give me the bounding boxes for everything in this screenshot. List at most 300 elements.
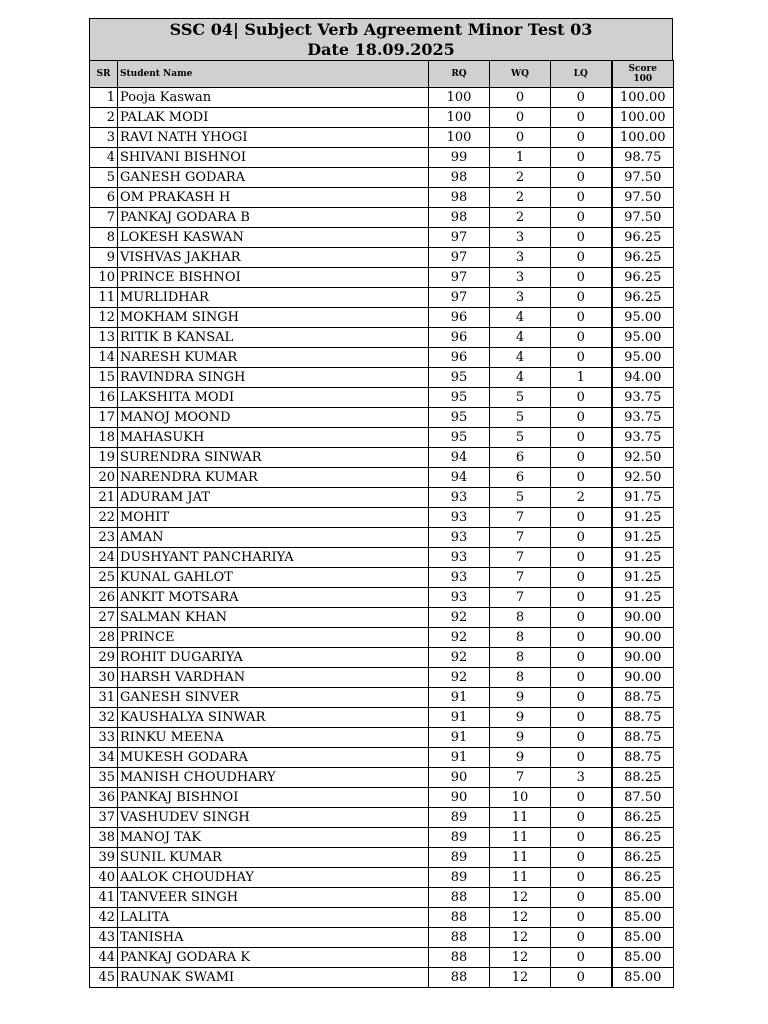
cell-sr: 43 — [90, 928, 118, 948]
cell-rq: 94 — [429, 448, 490, 468]
cell-wq: 12 — [490, 948, 551, 968]
cell-sr: 15 — [90, 368, 118, 388]
cell-score: 85.00 — [612, 908, 674, 928]
cell-student-name: OM PRAKASH H — [118, 188, 429, 208]
cell-sr: 17 — [90, 408, 118, 428]
table-row — [90, 388, 674, 408]
table-row — [90, 908, 674, 928]
cell-lq: 0 — [551, 728, 612, 748]
cell-sr: 11 — [90, 288, 118, 308]
cell-sr: 23 — [90, 528, 118, 548]
cell-score: 100.00 — [612, 108, 674, 128]
cell-student-name: RINKU MEENA — [118, 728, 429, 748]
cell-lq: 0 — [551, 228, 612, 248]
cell-score: 85.00 — [612, 928, 674, 948]
cell-score: 90.00 — [612, 668, 674, 688]
table-row — [90, 508, 674, 528]
cell-sr: 30 — [90, 668, 118, 688]
cell-student-name: SURENDRA SINWAR — [118, 448, 429, 468]
cell-lq: 0 — [551, 868, 612, 888]
table-row — [90, 888, 674, 908]
cell-wq: 11 — [490, 828, 551, 848]
cell-score: 85.00 — [612, 968, 674, 988]
cell-rq: 96 — [429, 308, 490, 328]
cell-sr: 31 — [90, 688, 118, 708]
cell-sr: 22 — [90, 508, 118, 528]
cell-student-name: HARSH VARDHAN — [118, 668, 429, 688]
cell-sr: 12 — [90, 308, 118, 328]
cell-sr: 26 — [90, 588, 118, 608]
cell-sr: 2 — [90, 108, 118, 128]
cell-score: 95.00 — [612, 348, 674, 368]
cell-sr: 42 — [90, 908, 118, 928]
cell-rq: 95 — [429, 368, 490, 388]
cell-student-name: TANVEER SINGH — [118, 888, 429, 908]
cell-rq: 97 — [429, 248, 490, 268]
cell-rq: 90 — [429, 788, 490, 808]
table-row — [90, 128, 674, 148]
table-row — [90, 488, 674, 508]
cell-student-name: AMAN — [118, 528, 429, 548]
cell-lq: 0 — [551, 788, 612, 808]
cell-score: 86.25 — [612, 808, 674, 828]
cell-student-name: RAVINDRA SINGH — [118, 368, 429, 388]
cell-wq: 7 — [490, 508, 551, 528]
cell-sr: 44 — [90, 948, 118, 968]
cell-sr: 45 — [90, 968, 118, 988]
cell-rq: 92 — [429, 648, 490, 668]
cell-lq: 0 — [551, 188, 612, 208]
cell-rq: 92 — [429, 628, 490, 648]
cell-sr: 14 — [90, 348, 118, 368]
cell-score: 96.25 — [612, 228, 674, 248]
cell-student-name: MANISH CHOUDHARY — [118, 768, 429, 788]
cell-wq: 7 — [490, 768, 551, 788]
cell-student-name: MOKHAM SINGH — [118, 308, 429, 328]
cell-score: 86.25 — [612, 848, 674, 868]
cell-rq: 93 — [429, 588, 490, 608]
table-row — [90, 608, 674, 628]
table-row — [90, 628, 674, 648]
table-row — [90, 368, 674, 388]
cell-student-name: LALITA — [118, 908, 429, 928]
cell-rq: 100 — [429, 88, 490, 108]
cell-rq: 93 — [429, 528, 490, 548]
cell-sr: 21 — [90, 488, 118, 508]
cell-sr: 6 — [90, 188, 118, 208]
cell-score: 97.50 — [612, 188, 674, 208]
cell-lq: 0 — [551, 208, 612, 228]
cell-student-name: PRINCE — [118, 628, 429, 648]
cell-lq: 0 — [551, 528, 612, 548]
cell-lq: 0 — [551, 408, 612, 428]
cell-rq: 88 — [429, 948, 490, 968]
cell-score: 92.50 — [612, 468, 674, 488]
cell-wq: 8 — [490, 668, 551, 688]
cell-score: 96.25 — [612, 248, 674, 268]
cell-wq: 7 — [490, 548, 551, 568]
cell-score: 86.25 — [612, 868, 674, 888]
cell-rq: 96 — [429, 348, 490, 368]
cell-student-name: RITIK B KANSAL — [118, 328, 429, 348]
cell-lq: 0 — [551, 268, 612, 288]
cell-wq: 5 — [490, 428, 551, 448]
cell-student-name: TANISHA — [118, 928, 429, 948]
cell-rq: 88 — [429, 908, 490, 928]
cell-sr: 20 — [90, 468, 118, 488]
cell-wq: 9 — [490, 748, 551, 768]
cell-wq: 4 — [490, 368, 551, 388]
cell-student-name: SHIVANI BISHNOI — [118, 148, 429, 168]
cell-sr: 16 — [90, 388, 118, 408]
cell-sr: 33 — [90, 728, 118, 748]
cell-lq: 0 — [551, 168, 612, 188]
cell-wq: 5 — [490, 408, 551, 428]
cell-student-name: GANESH SINVER — [118, 688, 429, 708]
cell-sr: 9 — [90, 248, 118, 268]
table-row — [90, 868, 674, 888]
cell-lq: 0 — [551, 908, 612, 928]
table-row — [90, 528, 674, 548]
cell-rq: 91 — [429, 748, 490, 768]
cell-sr: 5 — [90, 168, 118, 188]
cell-rq: 95 — [429, 388, 490, 408]
header-lq: LQ — [551, 61, 612, 88]
header-score — [612, 61, 674, 88]
cell-student-name: PRINCE BISHNOI — [118, 268, 429, 288]
cell-score: 85.00 — [612, 888, 674, 908]
table-row — [90, 748, 674, 768]
cell-score: 87.50 — [612, 788, 674, 808]
header-wq: WQ — [490, 61, 551, 88]
table-row — [90, 208, 674, 228]
cell-sr: 25 — [90, 568, 118, 588]
cell-student-name: LOKESH KASWAN — [118, 228, 429, 248]
cell-rq: 89 — [429, 848, 490, 868]
cell-lq: 2 — [551, 488, 612, 508]
cell-student-name: DUSHYANT PANCHARIYA — [118, 548, 429, 568]
cell-rq: 91 — [429, 708, 490, 728]
cell-rq: 97 — [429, 228, 490, 248]
cell-sr: 10 — [90, 268, 118, 288]
cell-student-name: AALOK CHOUDHAY — [118, 868, 429, 888]
cell-rq: 93 — [429, 488, 490, 508]
table-row — [90, 228, 674, 248]
cell-student-name: KUNAL GAHLOT — [118, 568, 429, 588]
cell-score: 96.25 — [612, 288, 674, 308]
test-title: SSC 04| Subject Verb Agreement Minor Test 03 — [169, 20, 593, 39]
table-row — [90, 948, 674, 968]
cell-wq: 10 — [490, 788, 551, 808]
table-row — [90, 588, 674, 608]
table-row — [90, 788, 674, 808]
cell-score: 86.25 — [612, 828, 674, 848]
cell-rq: 97 — [429, 268, 490, 288]
cell-score: 91.25 — [612, 568, 674, 588]
cell-score: 90.00 — [612, 628, 674, 648]
table-row — [90, 108, 674, 128]
cell-wq: 8 — [490, 628, 551, 648]
cell-sr: 3 — [90, 128, 118, 148]
cell-rq: 92 — [429, 668, 490, 688]
table-row — [90, 188, 674, 208]
cell-sr: 38 — [90, 828, 118, 848]
cell-lq: 0 — [551, 968, 612, 988]
table-row — [90, 348, 674, 368]
cell-lq: 0 — [551, 708, 612, 728]
cell-sr: 32 — [90, 708, 118, 728]
cell-score: 91.25 — [612, 588, 674, 608]
table-row — [90, 568, 674, 588]
cell-sr: 4 — [90, 148, 118, 168]
table-row — [90, 408, 674, 428]
cell-student-name: MAHASUKH — [118, 428, 429, 448]
table-row — [90, 328, 674, 348]
table-row — [90, 808, 674, 828]
cell-rq: 97 — [429, 288, 490, 308]
cell-wq: 4 — [490, 348, 551, 368]
cell-lq: 0 — [551, 288, 612, 308]
cell-sr: 41 — [90, 888, 118, 908]
cell-score: 85.00 — [612, 948, 674, 968]
cell-lq: 0 — [551, 848, 612, 868]
table-row — [90, 928, 674, 948]
table-row — [90, 828, 674, 848]
cell-score: 88.75 — [612, 728, 674, 748]
cell-wq: 9 — [490, 708, 551, 728]
cell-sr: 19 — [90, 448, 118, 468]
cell-score: 94.00 — [612, 368, 674, 388]
cell-sr: 37 — [90, 808, 118, 828]
table-row — [90, 688, 674, 708]
cell-lq: 0 — [551, 568, 612, 588]
table-row — [90, 548, 674, 568]
cell-score: 100.00 — [612, 88, 674, 108]
results-body — [90, 88, 674, 988]
cell-lq: 0 — [551, 128, 612, 148]
cell-score: 93.75 — [612, 408, 674, 428]
cell-student-name: NARESH KUMAR — [118, 348, 429, 368]
table-row — [90, 168, 674, 188]
cell-score: 93.75 — [612, 428, 674, 448]
cell-lq: 0 — [551, 148, 612, 168]
cell-sr: 24 — [90, 548, 118, 568]
cell-lq: 0 — [551, 828, 612, 848]
cell-wq: 11 — [490, 868, 551, 888]
cell-score: 88.75 — [612, 708, 674, 728]
cell-lq: 0 — [551, 948, 612, 968]
table-row — [90, 428, 674, 448]
cell-student-name: VISHVAS JAKHAR — [118, 248, 429, 268]
cell-lq: 0 — [551, 308, 612, 328]
cell-score: 90.00 — [612, 648, 674, 668]
cell-student-name: ROHIT DUGARIYA — [118, 648, 429, 668]
cell-score: 91.75 — [612, 488, 674, 508]
cell-sr: 1 — [90, 88, 118, 108]
cell-student-name: GANESH GODARA — [118, 168, 429, 188]
cell-student-name: ADURAM JAT — [118, 488, 429, 508]
cell-student-name: RAUNAK SWAMI — [118, 968, 429, 988]
cell-score: 95.00 — [612, 308, 674, 328]
cell-score: 96.25 — [612, 268, 674, 288]
cell-wq: 1 — [490, 148, 551, 168]
cell-score: 88.75 — [612, 688, 674, 708]
cell-wq: 9 — [490, 728, 551, 748]
header-student-name: Student Name — [118, 61, 429, 88]
cell-student-name: PANKAJ BISHNOI — [118, 788, 429, 808]
cell-wq: 12 — [490, 968, 551, 988]
cell-rq: 92 — [429, 608, 490, 628]
cell-rq: 95 — [429, 428, 490, 448]
cell-rq: 98 — [429, 208, 490, 228]
cell-wq: 3 — [490, 248, 551, 268]
cell-rq: 98 — [429, 168, 490, 188]
cell-student-name: MOHIT — [118, 508, 429, 528]
cell-lq: 0 — [551, 508, 612, 528]
cell-wq: 8 — [490, 608, 551, 628]
cell-rq: 96 — [429, 328, 490, 348]
cell-lq: 0 — [551, 888, 612, 908]
cell-score: 97.50 — [612, 208, 674, 228]
cell-student-name: RAVI NATH YHOGI — [118, 128, 429, 148]
header-row — [90, 61, 674, 88]
cell-wq: 6 — [490, 468, 551, 488]
table-row — [90, 728, 674, 748]
cell-rq: 89 — [429, 868, 490, 888]
cell-wq: 3 — [490, 228, 551, 248]
test-date: Date 18.09.2025 — [307, 40, 455, 59]
cell-wq: 5 — [490, 488, 551, 508]
cell-student-name: PANKAJ GODARA K — [118, 948, 429, 968]
cell-score: 91.25 — [612, 528, 674, 548]
cell-lq: 1 — [551, 368, 612, 388]
cell-student-name: PANKAJ GODARA B — [118, 208, 429, 228]
cell-lq: 0 — [551, 548, 612, 568]
cell-rq: 88 — [429, 888, 490, 908]
table-row — [90, 448, 674, 468]
cell-rq: 93 — [429, 508, 490, 528]
cell-rq: 89 — [429, 808, 490, 828]
cell-rq: 94 — [429, 468, 490, 488]
table-row — [90, 768, 674, 788]
cell-rq: 88 — [429, 928, 490, 948]
table-row — [90, 708, 674, 728]
cell-wq: 12 — [490, 908, 551, 928]
table-row — [90, 288, 674, 308]
cell-lq: 0 — [551, 628, 612, 648]
cell-lq: 3 — [551, 768, 612, 788]
cell-wq: 0 — [490, 108, 551, 128]
cell-lq: 0 — [551, 88, 612, 108]
cell-wq: 2 — [490, 188, 551, 208]
table-row — [90, 968, 674, 988]
cell-rq: 99 — [429, 148, 490, 168]
cell-score: 90.00 — [612, 608, 674, 628]
cell-lq: 0 — [551, 388, 612, 408]
cell-score: 98.75 — [612, 148, 674, 168]
cell-student-name: KAUSHALYA SINWAR — [118, 708, 429, 728]
cell-student-name: SUNIL KUMAR — [118, 848, 429, 868]
cell-rq: 91 — [429, 728, 490, 748]
cell-student-name: MANOJ TAK — [118, 828, 429, 848]
cell-score: 93.75 — [612, 388, 674, 408]
cell-wq: 3 — [490, 268, 551, 288]
cell-score: 100.00 — [612, 128, 674, 148]
cell-sr: 7 — [90, 208, 118, 228]
cell-sr: 35 — [90, 768, 118, 788]
table-row — [90, 308, 674, 328]
cell-score: 92.50 — [612, 448, 674, 468]
cell-wq: 4 — [490, 308, 551, 328]
cell-rq: 100 — [429, 108, 490, 128]
cell-student-name: LAKSHITA MODI — [118, 388, 429, 408]
cell-lq: 0 — [551, 108, 612, 128]
cell-sr: 28 — [90, 628, 118, 648]
cell-student-name: SALMAN KHAN — [118, 608, 429, 628]
table-row — [90, 468, 674, 488]
table-row — [90, 148, 674, 168]
cell-student-name: PALAK MODI — [118, 108, 429, 128]
cell-wq: 12 — [490, 928, 551, 948]
cell-wq: 2 — [490, 208, 551, 228]
cell-sr: 40 — [90, 868, 118, 888]
cell-score: 91.25 — [612, 548, 674, 568]
cell-rq: 91 — [429, 688, 490, 708]
cell-student-name: MUKESH GODARA — [118, 748, 429, 768]
cell-rq: 93 — [429, 548, 490, 568]
header-sr: SR — [90, 61, 118, 88]
cell-wq: 2 — [490, 168, 551, 188]
result-sheet — [89, 18, 673, 988]
results-table — [89, 60, 674, 988]
cell-student-name: Pooja Kaswan — [118, 88, 429, 108]
cell-score: 97.50 — [612, 168, 674, 188]
cell-rq: 89 — [429, 828, 490, 848]
cell-lq: 0 — [551, 648, 612, 668]
cell-wq: 0 — [490, 88, 551, 108]
header-rq: RQ — [429, 61, 490, 88]
cell-lq: 0 — [551, 808, 612, 828]
cell-sr: 8 — [90, 228, 118, 248]
cell-wq: 9 — [490, 688, 551, 708]
cell-student-name: MANOJ MOOND — [118, 408, 429, 428]
table-row — [90, 668, 674, 688]
cell-student-name: MURLIDHAR — [118, 288, 429, 308]
cell-lq: 0 — [551, 928, 612, 948]
cell-student-name: ANKIT MOTSARA — [118, 588, 429, 608]
cell-wq: 7 — [490, 568, 551, 588]
cell-wq: 4 — [490, 328, 551, 348]
cell-rq: 88 — [429, 968, 490, 988]
cell-sr: 27 — [90, 608, 118, 628]
cell-rq: 95 — [429, 408, 490, 428]
cell-lq: 0 — [551, 328, 612, 348]
cell-wq: 7 — [490, 528, 551, 548]
cell-lq: 0 — [551, 668, 612, 688]
cell-lq: 0 — [551, 348, 612, 368]
cell-sr: 39 — [90, 848, 118, 868]
cell-lq: 0 — [551, 248, 612, 268]
cell-wq: 5 — [490, 388, 551, 408]
cell-lq: 0 — [551, 428, 612, 448]
cell-score: 88.25 — [612, 768, 674, 788]
title-block — [89, 18, 673, 60]
cell-wq: 12 — [490, 888, 551, 908]
cell-student-name: NARENDRA KUMAR — [118, 468, 429, 488]
cell-student-name: VASHUDEV SINGH — [118, 808, 429, 828]
table-row — [90, 268, 674, 288]
cell-sr: 34 — [90, 748, 118, 768]
